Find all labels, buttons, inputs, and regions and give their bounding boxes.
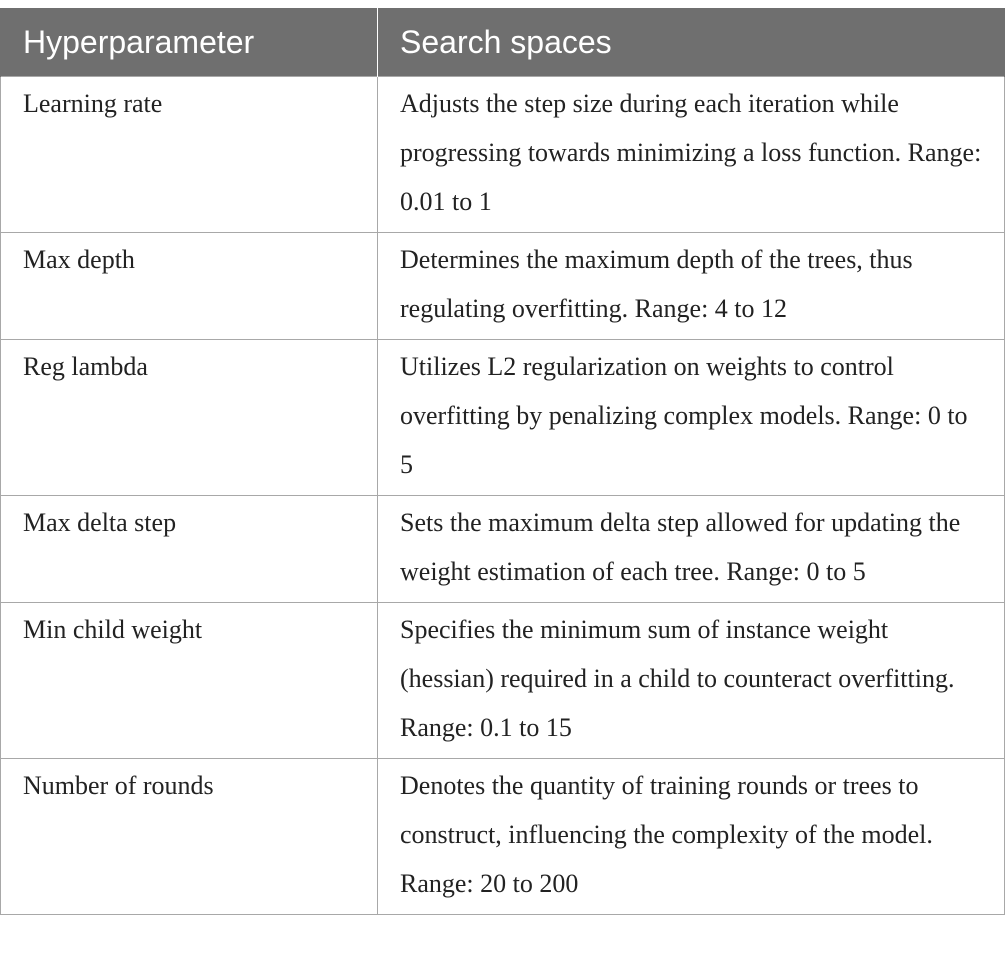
header-row: [1, 8, 1005, 77]
hyperparameter-table: [0, 8, 1005, 915]
hyperparameter-name: Max depth: [1, 233, 378, 340]
search-space-description: Denotes the quantity of training rounds or trees to construct, influencing the complexity of the model. Range: 20 to 200: [378, 759, 1005, 915]
hyperparameter-name: Reg lambda: [1, 340, 378, 496]
search-space-description: Specifies the minimum sum of instance weight (hessian) required in a child to counteract overfitting. Range: 0.1 to 15: [378, 603, 1005, 759]
table-row: [1, 340, 1005, 496]
table-header: [1, 8, 1005, 77]
table-row: [1, 759, 1005, 915]
hyperparameter-name: Number of rounds: [1, 759, 378, 915]
hyperparameter-name: Min child weight: [1, 603, 378, 759]
table-body: [1, 77, 1005, 915]
hyperparameter-name: Max delta step: [1, 496, 378, 603]
table-row: [1, 233, 1005, 340]
search-space-description: Sets the maximum delta step allowed for updating the weight estimation of each tree. Range: 0 to 5: [378, 496, 1005, 603]
table-row: [1, 496, 1005, 603]
table-row: [1, 77, 1005, 233]
search-space-description: Adjusts the step size during each iteration while progressing towards minimizing a loss function. Range: 0.01 to 1: [378, 77, 1005, 233]
header-search-spaces: Search spaces: [378, 8, 1005, 77]
header-hyperparameter: Hyperparameter: [1, 8, 378, 77]
search-space-description: Utilizes L2 regularization on weights to control overfitting by penalizing complex models. Range: 0 to 5: [378, 340, 1005, 496]
table-row: [1, 603, 1005, 759]
hyperparameter-name: Learning rate: [1, 77, 378, 233]
search-space-description: Determines the maximum depth of the trees, thus regulating overfitting. Range: 4 to 12: [378, 233, 1005, 340]
